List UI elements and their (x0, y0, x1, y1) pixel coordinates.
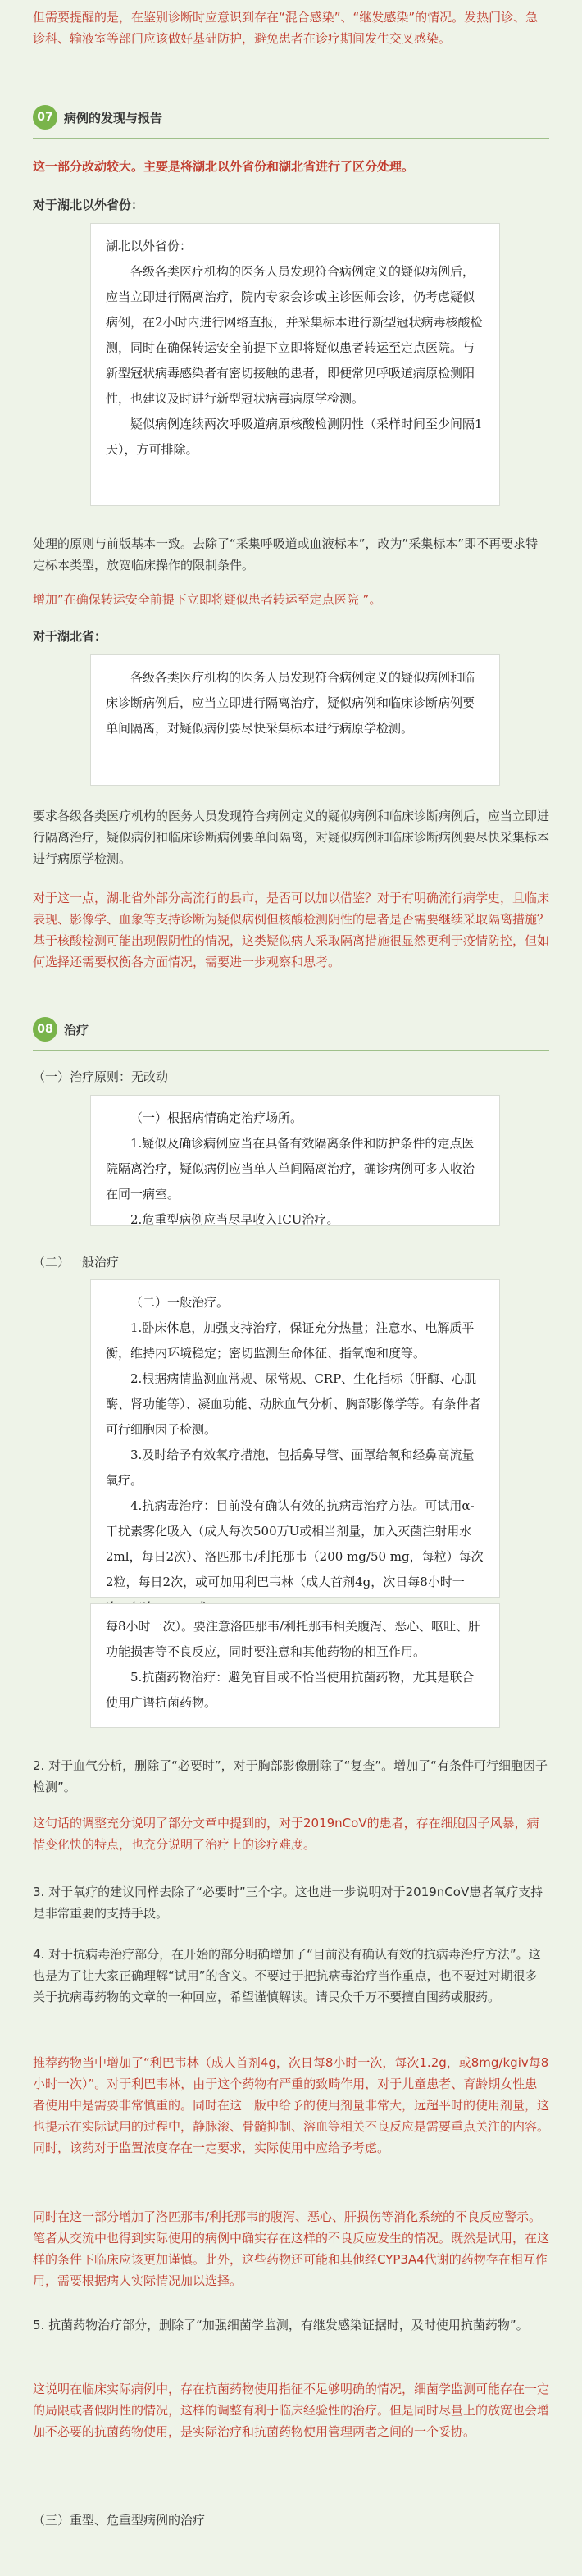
s8-subheading-2: （二）一般治疗 (33, 1255, 120, 1270)
intro-paragraph: 但需要提醒的是，在鉴别诊断时应意识到存在“混合感染”、“继发感染”的情况。发热门诊、急诊科、输液室等部门应该做好基础防护，避免患者在诊疗期间发生交叉感染。 (33, 10, 539, 46)
quote-hubei (90, 654, 500, 786)
s7-outside-heading: 对于湖北以外省份： (33, 198, 144, 212)
s8-subheading-3: （三）重型、危重型病例的治疗 (33, 2513, 206, 2528)
quote-general-treatment-continued (90, 1603, 500, 1728)
quote-paragraph: 每8小时一次）。要注意洛匹那韦/利托那韦相关腹泻、恶心、呕吐、肝功能损害等不良反应，同时要注意和其他药物的相互作用。 (106, 1619, 481, 1659)
s8-note-8: 这说明在临床实际病例中，存在抗菌药物使用指征不足够明确的情况，细菌学监测可能存在一定的局限或者假阴性的情况，这样的调整有利于临床经验性的治疗。但是同时尽量上的放宽也会增加不必要的抗菌药物使用，是实际治疗和抗菌药物使用管理两者之间的一个妥协。 (33, 2382, 550, 2439)
quote-treatment-principle (90, 1095, 500, 1226)
s8-subheading-1: （一）治疗原则：无改动 (33, 1069, 169, 1084)
quote-heading: （二）一般治疗。 (130, 1295, 230, 1310)
quote-heading: （一）根据病情确定治疗场所。 (130, 1110, 303, 1125)
quote-paragraph: 各级各类医疗机构的医务人员发现符合病例定义的疑似病例后，应当立即进行隔离治疗，院内专家会诊或主诊医师会诊，仍考虑疑似病例，在2小时内进行网络直报，并采集标本进行新型冠状病毒核酸检测，同时在确保转运安全前提下立即将疑似患者转运至定点医院。与新型冠状病毒感染者有密切接触的患者，即便常见呼吸道病原检测阳性，也建议及时进行新型冠状病毒病原学检测。 (106, 264, 483, 406)
quote-paragraph: 2.根据病情监测血常规、尿常规、CRP、生化指标（肝酶、心肌酶、肾功能等）、凝血功能、动脉血气分析、胸部影像学等。有条件者可行细胞因子检测。 (106, 1371, 481, 1437)
s7-note-2: 增加”在确保转运安全前提下立即将疑似患者转运至定点医院 ”。 (33, 592, 382, 607)
quote-paragraph: 1.卧床休息，加强支持治疗，保证充分热量；注意水、电解质平衡，维持内环境稳定；密切监测生命体征、指氧饱和度等。 (106, 1320, 475, 1361)
quote-paragraph: 2.危重型病例应当尽早收入ICU治疗。 (130, 1212, 339, 1227)
quote-paragraph: 疑似病例连续两次呼吸道病原核酸检测阴性（采样时间至少间隔1天），方可排除。 (106, 417, 483, 457)
s8-note-3: 3. 对于氧疗的建议同样去除了“必要时”三个字。这也进一步说明对于2019nCoV患者氧疗支持是非常重要的支持手段。 (33, 1885, 543, 1921)
s7-note-3: 要求各级各类医疗机构的医务人员发现符合病例定义的疑似病例和临床诊断病例后，应当立即进行隔离治疗，疑似病例和临床诊断病例要单间隔离，对疑似病例和临床诊断病例要尽快采集标本进行病原学检测。 (33, 809, 550, 866)
quote-paragraph: 5.抗菌药物治疗：避免盲目或不恰当使用抗菌药物，尤其是联合使用广谱抗菌药物。 (106, 1670, 475, 1710)
section-number-badge: 07 (33, 105, 57, 130)
quote-heading: 湖北以外省份： (106, 239, 193, 253)
s7-note-1: 处理的原则与前版基本一致。去除了“采集呼吸道或血液标本”，改为”采集标本”即不再要求特定标本类型，放宽临床操作的限制条件。 (33, 536, 539, 572)
s7-note-4: 对于这一点，湖北省外部分高流行的县市，是否可以加以借鉴？对于有明确流行病学史，且临床表现、影像学、血象等支持诊断为疑似病例但核酸检测阴性的患者是否需要继续采取隔离措施？基于核酸检测可能出现假阴性的情况，这类疑似病人采取隔离措施很显然更利于疫情防控，但如何选择还需要权衡各方面情况，需要进一步观察和思考。 (33, 891, 550, 969)
quote-general-treatment (90, 1279, 500, 1598)
section-header-07 (33, 97, 549, 139)
s8-note-7: 5. 抗菌药物治疗部分，删除了“加强细菌学监测，有继发感染证据时，及时使用抗菌药物”。 (33, 2318, 529, 2332)
s7-hubei-heading: 对于湖北省： (33, 629, 107, 644)
s8-note-2: 这句话的调整充分说明了部分文章中提到的，对于2019nCoV的患者，存在细胞因子风暴，病情变化快的特点，也充分说明了治疗上的诊疗难度。 (33, 1816, 539, 1852)
s8-note-5: 推荐药物当中增加了“利巴韦林（成人首剂4g，次日每8小时一次，每次1.2g，或8mg/kgiv每8小时一次）”。对于利巴韦林，由于这个药物有严重的致畸作用，对于儿童患者、育龄期女性患者使用中是需要非常慎重的。同时在这一版中给予的使用剂量非常大，远超平时的使用剂量，这也提示在实际试用的过程中，静脉滚、骨髓抑制、溶血等相关不良反应是需要重点关注的内容。同时，该药对于监置浓度存在一定要求，实际使用中应给予考虑。 (33, 2055, 550, 2155)
quote-paragraph: 1.疑似及确诊病例应当在具备有效隔离条件和防护条件的定点医院隔离治疗，疑似病例应当单人单间隔离治疗，确诊病例可多人收治在同一病室。 (106, 1136, 475, 1201)
section-number-badge: 08 (33, 1017, 57, 1042)
quote-paragraph: 4.抗病毒治疗：目前没有确认有效的抗病毒治疗方法。可试用α-干扰素雾化吸入（成人每次500万U或相当剂量，加入灭菌注射用水2ml，每日2次）、洛匹那韦/利托那韦（200 mg/50 mg，每粒）每次2粒，每日2次，或可加用利巴韦林（成人首剂4g，次日每8小时一 (106, 1498, 484, 1589)
s8-note-4: 4. 对于抗病毒治疗部分，在开始的部分明确增加了“目前没有确认有效的抗病毒治疗方法”。这也是为了让大家正确理解“试用”的含义。不要过于把抗病毒治疗当作重点，也不要过对期很多关于抗病毒药物的文章的一种回应，希望谨慎解读。请民众千万不要擅自囤药或服药。 (33, 1947, 541, 2004)
s8-note-1: 2. 对于血气分析，删除了“必要时”，对于胸部影像删除了“复查”。增加了“有条件可行细胞因子检测”。 (33, 1758, 548, 1794)
s7-change-summary: 这一部分改动较大。主要是将湖北以外省份和湖北省进行了区分处理。 (33, 159, 415, 174)
section-title: 病例的发现与报告 (64, 110, 163, 125)
quote-paragraph: 3.及时给予有效氧疗措施，包括鼻导管、面罩给氧和经鼻高流量氧疗。 (106, 1448, 475, 1488)
s8-note-6: 同时在这一部分增加了洛匹那韦/利托那韦的腹泻、恶心、肝损伤等消化系统的不良反应警示。笔者从交流中也得到实际使用的病例中确实存在这样的不良反应发生的情况。既然是试用，在这样的条件下临床应该更加谨慎。此外，这些药物还可能和其他经CYP3A4代谢的药物存在相互作用，需要根据病人实际情况加以选择。 (33, 2209, 550, 2288)
quote-outside-hubei (90, 223, 500, 506)
section-title: 治疗 (64, 1022, 89, 1037)
section-header-08 (33, 1009, 549, 1051)
quote-paragraph: 各级各类医疗机构的医务人员发现符合病例定义的疑似病例和临床诊断病例后，应当立即进行隔离治疗，疑似病例和临床诊断病例要单间隔离，对疑似病例要尽快采集标本进行病原学检测。 (106, 670, 475, 736)
